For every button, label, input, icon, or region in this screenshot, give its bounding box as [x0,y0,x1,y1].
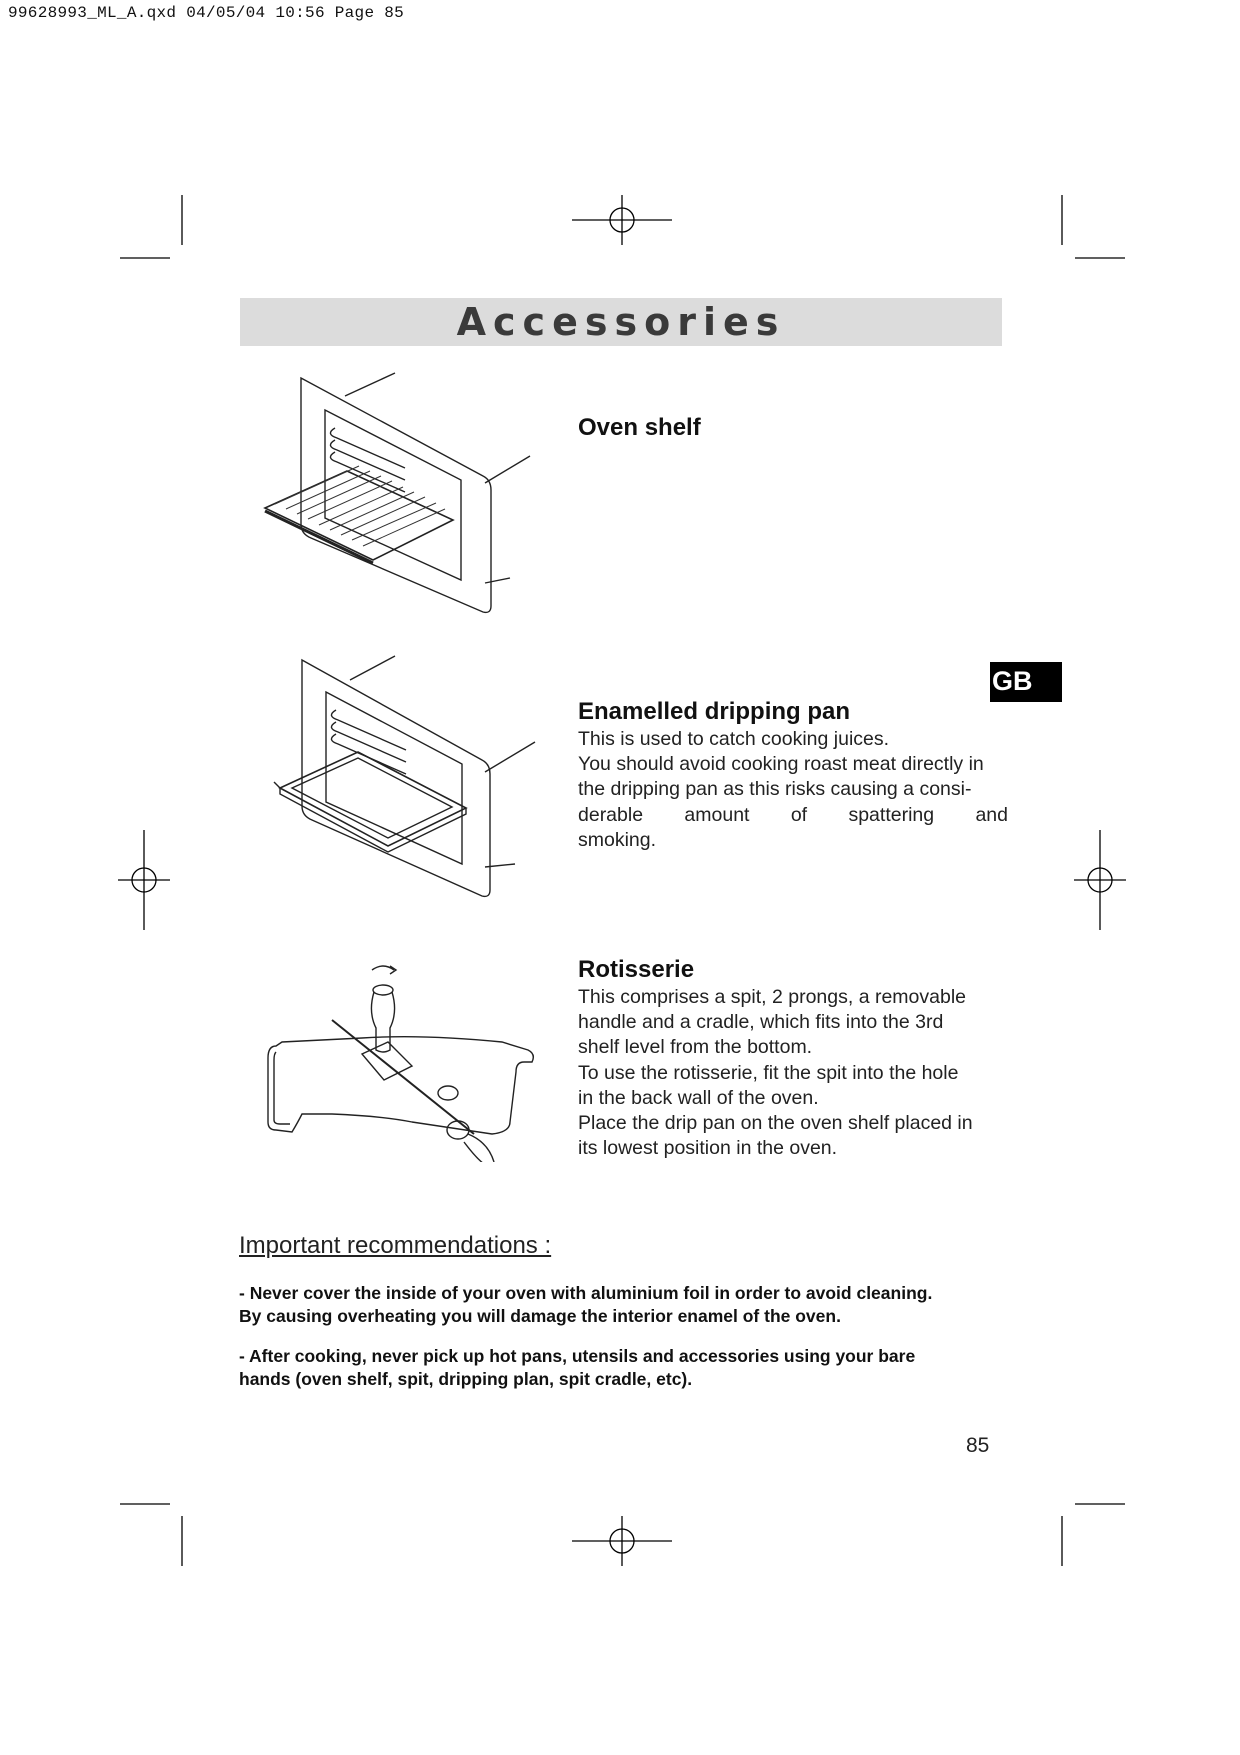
rotisserie-section [578,955,1008,1161]
recommendation-2 [239,1345,1029,1391]
dripping-pan-illustration [270,652,540,902]
recommendations-heading: Important recommendations : [239,1232,552,1259]
language-tab: GB [990,662,1062,702]
page-title: Accessories [456,300,786,344]
oven-shelf-heading: Oven shelf [578,414,701,441]
rotisserie-line-7: its lowest position in the oven. [578,1137,838,1160]
rotisserie-line-3: shelf level from the bottom. [578,1036,813,1059]
dripping-pan-line-3: the dripping pan as this risks causing a consi- [578,778,972,801]
page-number: 85 [966,1434,990,1457]
oven-shelf-illustration [255,368,535,618]
rotisserie-line-6: Place the drip pan on the oven shelf placed in [578,1112,973,1135]
rotisserie-line-4: To use the rotisserie, fit the spit into the hole [578,1061,959,1084]
recommendation-1 [239,1282,1029,1328]
dripping-pan-heading: Enamelled dripping pan [578,698,851,725]
recommendation-2-line-2: hands (oven shelf, spit, dripping plan, spit cradle, etc). [239,1369,693,1389]
oven-shelf-section [578,413,1008,443]
rotisserie-line-1: This comprises a spit, 2 prongs, a removable [578,986,967,1008]
recommendation-1-line-1: - Never cover the inside of your oven with aluminium foil in order to avoid cleaning. [239,1283,933,1303]
dripping-pan-line-1: This is used to catch cooking juices. [578,728,890,750]
recommendation-1-line-2: By causing overheating you will damage the interior enamel of the oven. [239,1306,841,1326]
dripping-pan-line-4: derable amount of spattering and [578,803,1008,826]
title-bar [240,298,1002,346]
dripping-pan-section [578,697,1008,853]
rotisserie-heading: Rotisserie [578,956,695,983]
dripping-pan-line-5: smoking. [578,828,657,851]
rotisserie-line-2: handle and a cradle, which fits into the 3rd [578,1011,944,1034]
dripping-pan-line-2: You should avoid cooking roast meat directly in [578,753,984,776]
recommendation-2-line-1: - After cooking, never pick up hot pans, utensils and accessories using your bare [239,1346,916,1366]
print-slug: 99628993_ML_A.qxd 04/05/04 10:56 Page 85 [8,4,405,22]
rotisserie-line-5: in the back wall of the oven. [578,1086,819,1109]
rotisserie-illustration [262,962,542,1162]
